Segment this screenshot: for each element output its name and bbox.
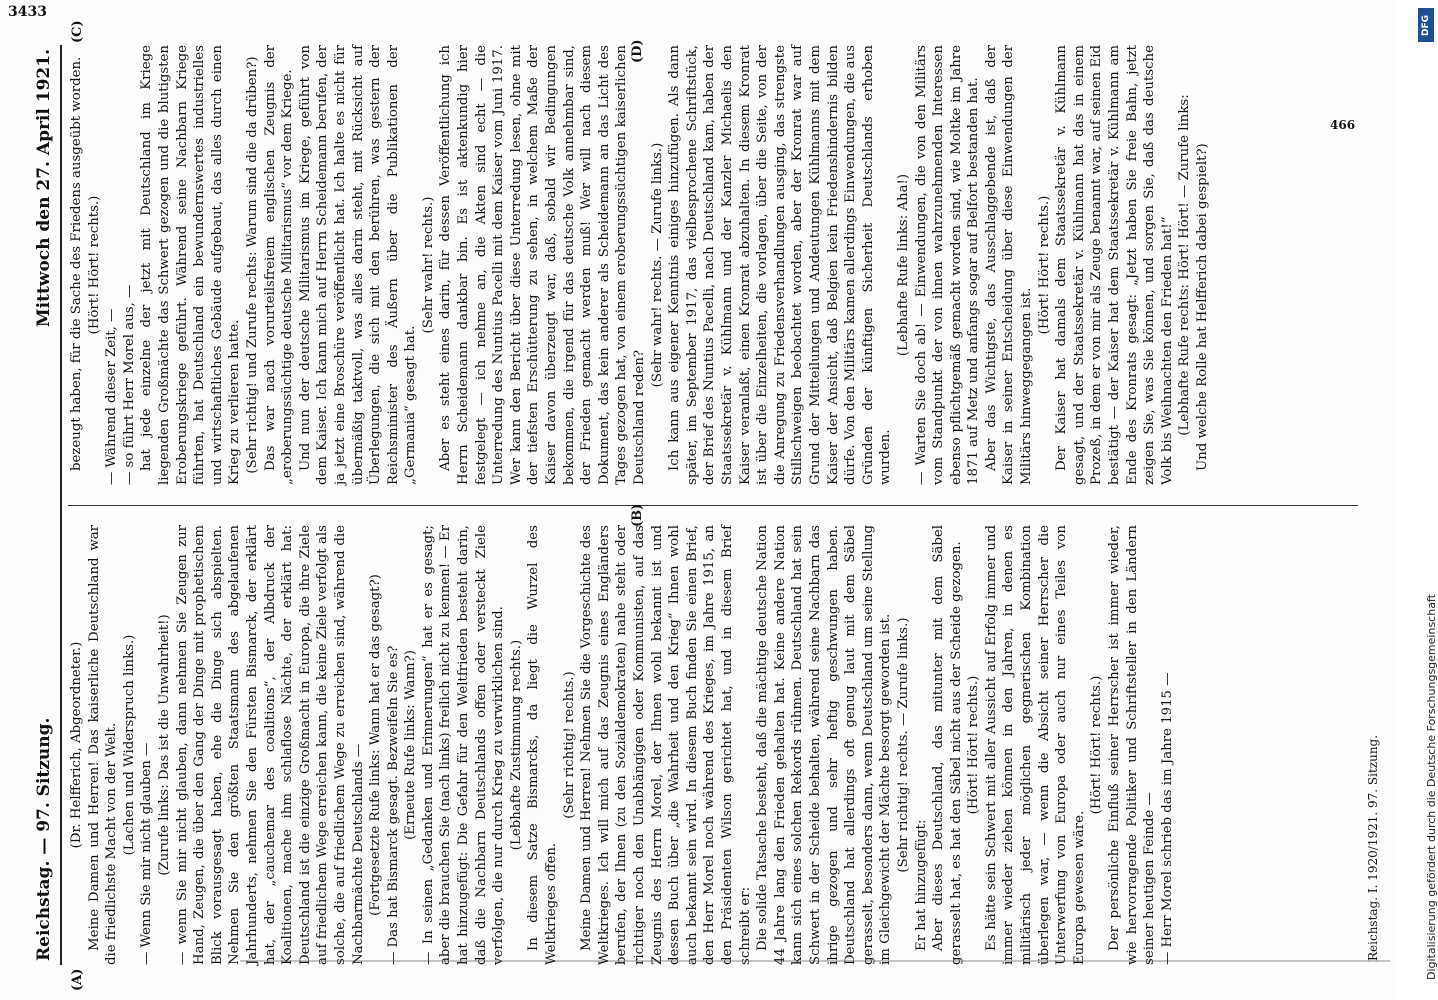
paragraph: (Sehr wahr! rechts. — Zurufe links.) — [649, 142, 665, 388]
column-rule — [68, 505, 1358, 506]
paragraph: Meine Damen und Herren! Das kaiserliche Deutschland war die friedlichste Macht von der Welt. — [86, 525, 120, 965]
paragraph: — In seinen „Gedanken und Erinnerungen“ hat er es gesagt; aber die brauchen Sie (nach links) freilich nicht zu kennen! — Er hat hinzugefügt: Die Gefahr für den Weltfrieden besteht darin, daß die Nachbarn Deutschlands offen oder versteckt Ziele verfolgen, die nur durch Krieg zu verwirklichen sind. — [420, 525, 507, 965]
header-left: Reichstag. — 97. Sitzung. — [34, 717, 54, 961]
paragraph: (Hört! Hört! rechts.) — [86, 195, 102, 335]
margin-marker-b: (B) — [630, 503, 645, 527]
header-right: Mittwoch den 27. April 1921. — [34, 49, 54, 328]
paragraph: — wenn Sie mir nicht glauben, dann nehmen Sie Zeugen zur Hand, Zeugen, die über den Gang der Dinge mit prophetischem Blick vorausgesagt haben, ehe die Dinge sich abspielten. Nehmen Sie den größten Staatsmann des abgelaufenen Jahrhunderts, nehmen Sie den Fürsten Bismarck, der erklärt hat, der „cauchemar des coalitions“, der Albdruck der Koalitionen, mache ihm schlaflose Nächte, der erklärt hat: Deutschland ist die einzige Großmacht in Europa, die ihre Ziele auf friedlichem Wege erreichen kann, die keine Ziele verfolgt als solche, die auf friedlichem Wege zu erreichen sind, während die Nachbarmächte Deutschlands — — [174, 525, 366, 965]
paragraph: bezeugt haben, für die Sache des Friedens ausgeübt worden. — [69, 56, 84, 471]
margin-marker-c: (C) — [70, 20, 85, 43]
paragraph: (Hört! Hört! rechts.) — [1089, 675, 1105, 815]
paragraph: — Herr Morel schrieb das im Jahre 1915 — — [1159, 672, 1175, 965]
paragraph: Er hat hinzugefügt: — [913, 819, 929, 951]
paragraph: Die solide Tatsache besteht, daß die mächtige deutsche Nation 44 Jahre lang den Frieden gehalten hat. Keine andere Nation kann sich eines solchen Rekords rühmen. Deutschland hat sein Schwert in der Scheide behalten, während seine Nachbarn das ihrige gezogen und sehr heftig geschwungen haben. Deutschland hat allerdings oft genug laut mit dem Säbel gerasselt, besonders dann, wenn Deutschland um seine Stellung im Gleichgewicht der Mächte besorgt geworden ist. — [755, 525, 894, 965]
paragraph: Und nun der deutsche Militarismus im Kriege, geführt von dem Kaiser. Ich kann mich auf Herrn Scheidemann berufen, der ja jetzt eine Broschüre veröffentlicht hat. Ich halte es nicht für übermäßig taktvoll, was alles darin steht, mit Rücksicht auf Überlegungen, die sich mit den berühren, was gestern der Reichsminister des Äußern über die Publikationen der „Germania“ gesagt hat. — [297, 45, 419, 485]
rotated-page — [30, 20, 1390, 991]
paragraph: (Hört! Hört! rechts.) — [1036, 195, 1052, 335]
paragraph: (Erneute Rufe links: Wann?) — [403, 650, 419, 840]
paragraph: (Dr. Helfferich, Abgeordneter.) — [69, 641, 84, 849]
paragraph: Das war nach vorurteilsfreiem englischen Zeugnis der „eroberungssüchtige deutsche Militarismus“ vor dem Kriege. — [262, 45, 296, 485]
paragraph: — Während dieser Zeit, — — [104, 308, 120, 485]
digitization-credit: Digitalisierung gefördert durch die Deutsche Forschungsgemeinschaft — [1425, 594, 1438, 980]
paragraph: (Lebhafte Rufe links: Aha!) — [895, 173, 911, 357]
paragraph: (Lebhafte Zustimmung rechts.) — [508, 639, 524, 851]
paragraph: In diesem Satze Bismarcks, da liegt die Wurzel des Weltkrieges offen. — [526, 525, 560, 965]
paragraph: Der persönliche Einfluß seiner Herrscher ist immer wieder, wie hervorragende Politiker und Schriftsteller in den Ländern seiner heutigen Feinde — — [1107, 525, 1158, 965]
paragraph: (Hört! Hört! rechts.) — [966, 675, 982, 815]
sheet-number: 466 — [1330, 118, 1356, 132]
right-column — [68, 45, 1368, 485]
paragraph: Aber es steht eines darin, für dessen Veröffentlichung ich Herrn Scheidemann dankbar bin. Es ist aktenkundig hier festgelegt — ich nehme an, die Akten sind echt — die Unterredung des Nuntius Pacelli mit dem Kaiser vom Juni 1917. Wer kann den Bericht über diese Unterredung lesen, ohne mit der tiefsten Erschütterung zu sehen, in welchem Maße der Kaiser davon überzeugt war, daß, sobald wir Bedingungen bekommen, die irgend für das deutsche Volk annehmbar sind, der Frieden gemacht werden muß! Wer will nach diesem Dokument, das kein anderer als Scheidemann an das Licht des Tages gezogen hat, von einem eroberungssüchtigen kaiserlichen Deutschland reden? — [438, 45, 647, 485]
paragraph: Aber dieses Deutschland, das mitunter mit dem Säbel gerasselt hat, es hat den Säbel nicht aus der Scheide gezogen. — [931, 525, 964, 965]
dfg-logo: DFG — [1418, 8, 1434, 42]
paragraph: — Das hat Bismarck gesagt. Bezweifeln Sie es? — [385, 645, 401, 965]
footer-source: Reichstag. I. 1920/1921. 97. Sitzung. — [1366, 734, 1380, 961]
paragraph: Ich kann aus eigener Kenntnis einiges hinzufügen. Als dann später, im September 1917, das vielbesprochene Schriftstück, der Brief des Nuntius Pacelli, nach Deutschland kam, haben der Staatssekretär v. Kühlmann und der Kanzler Michaelis den Kaiser veranlaßt, einen Kronrat abzuhalten. In diesem Kronrat ist über die Einzelheiten, die vorlagen, über die Seite, von der die Anregung zu Friedensverhandlungen ausging, das strengste Stillschweigen beobachtet worden, aber der Kronrat war auf Grund der Mitteilungen und Andeutungen Kühlmanns mit dem Kaiser der Ansicht, daß Belgien kein Friedenshindernis bilden dürfe. Von den Militärs kamen allerdings Einwendungen, die aus Gründen der künftigen Sicherheit Deutschlands erhoben wurden. — [667, 45, 894, 485]
paragraph: (Zurufe links: Das ist die Unwahrheit!) — [156, 614, 172, 876]
paragraph: — Wenn Sie mir nicht glauben — — [139, 742, 155, 965]
paragraph: Meine Damen und Herren! Nehmen Sie die Vorgeschichte des Weltkrieges. Ich will mich auf das Zeugnis eines Engländers berufen, der Ihnen (zu den Sozialdemokraten) nahe steht oder richtiger noch den Unabhängigen oder Kommunisten, auf das Zeugnis des Herrn Morel, der Ihnen wohl bekannt ist und dessen Buch über „die Wahrheit und den Krieg“ Ihnen wohl auch bekannt sein wird. In diesem Buch finden Sie einen Brief, den Herr Morel noch während des Krieges, im Jahre 1915, an den Präsidenten Wilson gerichtet hat, und in diesem Brief schreibt er: — [579, 525, 753, 965]
margin-marker-d: (D) — [630, 39, 645, 63]
left-column — [68, 525, 1368, 965]
paragraph: Der Kaiser hat damals dem Staatssekretär v. Kühlmann gesagt, und der Staatssekretär v. Kühlmann hat das in einem Prozeß, in dem er von mir als Zeuge benannt war, auf seinen Eid bestätigt — der Kaiser hat dem Staatssekretär v. Kühlmann am Ende des Kronrats gesagt: „Jetzt haben Sie freie Bahn, jetzt zeigen Sie, was Sie können, und sorgen Sie, daß das deutsche Volk bis Weihnachten den Frieden hat!“ — [1054, 45, 1175, 485]
paragraph: (Sehr richtig! und Zurufe rechts: Warum sind die da drüben?) — [244, 56, 260, 474]
paragraph: (Sehr wahr! rechts.) — [420, 196, 436, 334]
paragraph: Es hätte sein Schwert mit aller Aussicht auf Erfolg immer und immer wieder ziehen können in den Jahren, in denen es militärisch jeder möglichen gegnerischen Kombination überlegen war, — wenn die Absicht seiner Herrscher die Unterwerfung von Europa oder auch nur eines Teiles von Europa gewesen wäre. — [983, 525, 1087, 965]
paragraph: hat jede einzelne der jetzt mit Deutschland im Kriege liegenden Großmächte das Schwert gezogen und die blutigsten Eroberungskriege geführt. Während seine Nachbarn Kriege führten, hat Deutschland ein bewundernswertes industrielles und wirtschaftliches Gebäude aufgebaut, das alles durch einen Krieg zu verlieren hatte. — [139, 45, 243, 485]
paragraph: — so führt Herr Morel aus, — — [121, 284, 137, 485]
scan-artifact — [240, 960, 1390, 962]
paragraph: Aber das Wichtigste, das Ausschlaggebende ist, daß der Kaiser in seiner Entscheidung über diese Einwendungen der Militärs hinweggegangen ist. — [983, 45, 1035, 485]
paragraph: (Lebhafte Rufe rechts: Hört! Hört! — Zurufe links: — [1177, 94, 1193, 436]
paragraph: (Fortgesetzte Rufe links: Wann hat er das gesagt?) — [368, 574, 384, 916]
page-header — [30, 45, 62, 965]
paragraph: — Warten Sie doch ab! — Einwendungen, die von den Militärs vom Standpunkt der von ihnen wahrzunehmenden Interessen ebenso pflichtgemäß gemacht worden sind, wie Moltke im Jahre 1871 auf Metz und anfangs sogar auf Belfort bestanden hat. — [913, 45, 982, 485]
margin-marker-a: (A) — [70, 968, 85, 991]
paragraph: (Sehr richtig! rechts. — Zurufe links.) — [895, 617, 911, 873]
paragraph: (Lachen und Widerspruch links.) — [121, 634, 137, 856]
paragraph: Und welche Rolle hat Helfferich dabei gespielt?) — [1195, 143, 1210, 471]
page-number: 3433 — [8, 4, 47, 20]
paragraph: (Sehr richtig! rechts.) — [561, 671, 577, 819]
